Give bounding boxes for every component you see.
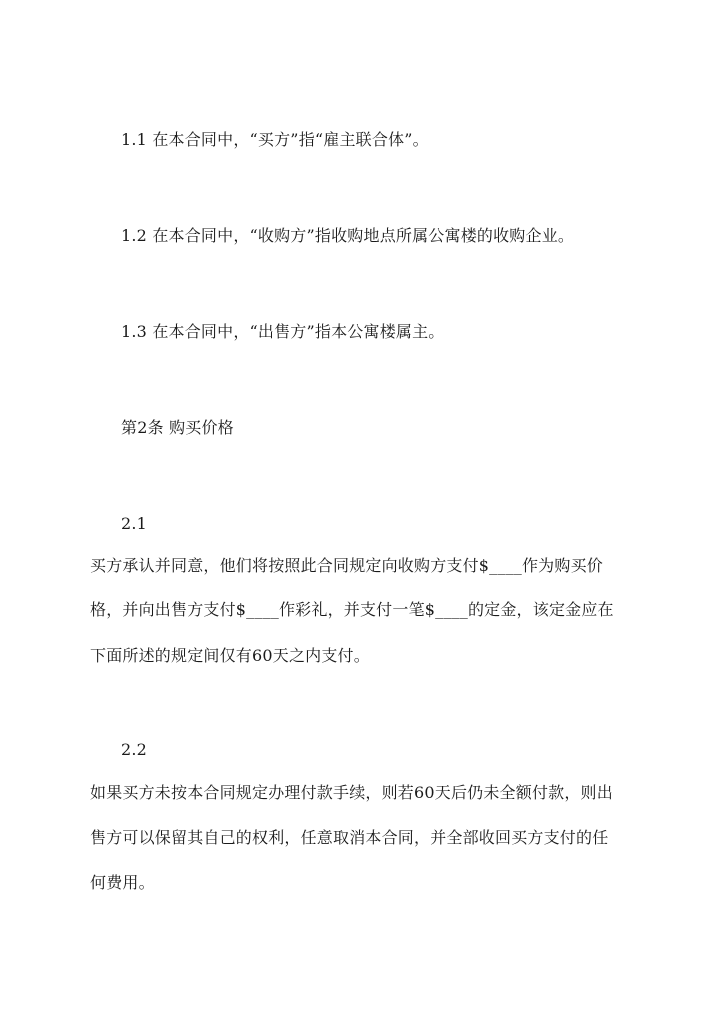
article-2-heading: 第2条 购买价格 xyxy=(121,418,234,437)
section-2-1-number: 2.1 xyxy=(121,514,148,533)
clause-1-1: 1.1 在本合同中，“买方”指“雇主联合体”。 xyxy=(121,130,429,149)
section-2-1-line-2: 格，并向出售方支付$____作彩礼，并支付一笔$____的定金，该定金应在 xyxy=(90,600,614,619)
section-2-2-line-1: 如果买方未按本合同规定办理付款手续，则若60天后仍未全额付款，则出 xyxy=(90,783,613,802)
section-2-1-line-1: 买方承认并同意，他们将按照此合同规定向收购方支付$____作为购买价 xyxy=(90,556,603,575)
section-2-2-line-2: 售方可以保留其自己的权利，任意取消本合同，并全部收回买方支付的任 xyxy=(90,828,609,847)
clause-1-2: 1.2 在本合同中，“收购方”指收购地点所属公寓楼的收购企业。 xyxy=(121,226,575,245)
section-2-1-line-3: 下面所述的规定间仅有60天之内支付。 xyxy=(90,646,370,665)
section-2-2-line-3: 何费用。 xyxy=(90,873,155,892)
clause-1-3: 1.3 在本合同中，“出售方”指本公寓楼属主。 xyxy=(121,322,445,341)
section-2-2-number: 2.2 xyxy=(121,740,148,759)
